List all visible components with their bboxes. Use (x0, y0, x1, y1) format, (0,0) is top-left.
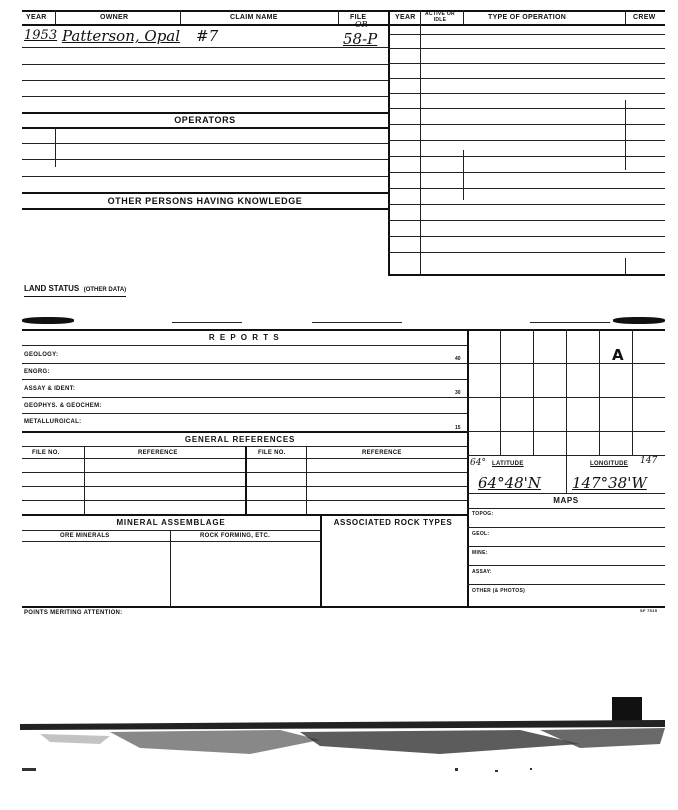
op-col-divider (463, 150, 464, 200)
row-line (22, 541, 320, 542)
land-status-heading (24, 278, 126, 297)
op-row-line (388, 172, 665, 173)
mineral-divider (320, 514, 322, 606)
general-references-title: GENERAL REFERENCES (184, 435, 296, 444)
row-line (22, 80, 388, 81)
op-row-line (388, 93, 665, 94)
header-divider (338, 10, 339, 24)
maps-topog-label: TOPOG: (472, 511, 494, 517)
operators-rule (22, 127, 388, 129)
row-line (22, 514, 467, 516)
op-bottom-rule (388, 274, 665, 276)
maps-other-label: OTHER (& PHOTOS) (472, 588, 526, 594)
entry-file: 58-P (343, 30, 378, 48)
op-row-line (388, 108, 665, 109)
row-line (467, 493, 665, 494)
op-row-line (388, 220, 665, 221)
land-status-label: LAND STATUS (24, 284, 80, 293)
maps-mine-label: MINE: (472, 550, 488, 556)
op-row-line (388, 63, 665, 64)
op-row-line (388, 140, 665, 141)
report-engrg-label: ENGRG: (24, 369, 50, 375)
reports-top-rule (22, 329, 665, 331)
ink-smudge (613, 317, 665, 324)
row-line (22, 363, 467, 364)
op-row-line (388, 252, 665, 253)
grid-line (566, 329, 567, 455)
report-geophys-label: GEOPHYS. & GEOCHEM: (24, 403, 102, 409)
ore-minerals-label: ORE MINERALS (60, 533, 110, 539)
longitude-value: 147°38'W (572, 474, 647, 492)
row-line (22, 379, 467, 380)
form-number: SF 7515 (640, 608, 658, 613)
maps-geol-label: GEOL: (472, 531, 490, 537)
owner-header: OWNER (100, 14, 129, 21)
latitude-label: LATITUDE (492, 461, 524, 467)
row-line (467, 565, 665, 566)
op-row-line (388, 124, 665, 125)
report-metallurgical-num: 15 (455, 425, 461, 431)
entry-year: 1953 (24, 28, 58, 43)
row-line (22, 64, 388, 65)
op-row-line (388, 236, 665, 237)
tear-line (530, 322, 610, 323)
op-col-divider (625, 258, 626, 274)
row-line (22, 47, 388, 48)
report-metallurgical-label: METALLURGICAL: (24, 419, 82, 425)
latitude-prefix: 64° (470, 458, 486, 468)
grid-line (632, 329, 633, 455)
maps-bottom-rule (467, 606, 665, 608)
maps-assay-label: ASSAY: (472, 569, 492, 575)
header-divider (55, 10, 56, 24)
top-rule (22, 10, 665, 12)
grid-line (599, 329, 600, 455)
gr-reference-1: REFERENCE (138, 450, 178, 456)
land-status-sublabel: (OTHER DATA) (83, 287, 127, 293)
ink-smudge (22, 317, 74, 324)
op-row-line (388, 156, 665, 157)
crew-header: CREW (633, 14, 656, 21)
header-rule (22, 24, 665, 26)
grid-line (467, 397, 665, 398)
gr-file-no-2: FILE NO. (258, 450, 286, 456)
op-row-line (388, 34, 665, 35)
op-col-divider (625, 100, 626, 170)
points-meriting-attention-label: POINTS MERITING ATTENTION: (24, 610, 123, 616)
gr-reference-2: REFERENCE (362, 450, 402, 456)
row-line (22, 431, 467, 433)
scan-noise-strip (20, 718, 665, 778)
active-idle-header: ACTIVE OR IDLE (425, 11, 455, 23)
grid-line (500, 329, 501, 455)
longitude-suffix: 147 (640, 456, 658, 466)
header-divider (180, 10, 181, 24)
rock-forming-label: ROCK FORMING, ETC. (200, 533, 271, 539)
year-header: YEAR (26, 14, 47, 21)
grid-location-mark: A (612, 346, 624, 364)
op-row-line (388, 204, 665, 205)
grid-line (467, 363, 665, 364)
latlong-divider (566, 455, 567, 493)
header-divider (420, 10, 421, 24)
row-line (467, 508, 665, 509)
longitude-label: LONGITUDE (590, 461, 629, 467)
type-of-operation-header: TYPE OF OPERATION (488, 14, 567, 21)
tear-line (172, 322, 242, 323)
op-row-line (388, 188, 665, 189)
row-line (467, 584, 665, 585)
row-line (467, 527, 665, 528)
op-row-line (388, 78, 665, 79)
row-line (22, 397, 467, 398)
header-divider (625, 10, 626, 24)
row-line (22, 112, 388, 114)
tear-line (312, 322, 402, 323)
reports-title: R E P O R T S (208, 333, 281, 342)
entry-claim-name: #7 (196, 27, 219, 45)
entry-file-note: OR (355, 20, 368, 29)
row-line (22, 96, 388, 97)
row-line (22, 143, 388, 144)
gr-divider (306, 446, 307, 514)
report-geology-label: GEOLOGY: (24, 352, 59, 358)
gr-divider (84, 446, 85, 514)
row-line (22, 345, 467, 346)
maps-title: MAPS (553, 496, 579, 505)
row-line (22, 176, 388, 177)
reports-bottom-rule (22, 606, 467, 608)
report-assay-label: ASSAY & IDENT: (24, 386, 76, 392)
associated-rock-types-label: ASSOCIATED ROCK TYPES (333, 518, 453, 527)
mineral-assemblage-title: MINERAL ASSEMBLAGE (116, 518, 226, 527)
operators-title: OPERATORS (174, 115, 236, 125)
operators-divider (55, 127, 56, 167)
other-persons-rule (22, 208, 388, 210)
mineral-divider (170, 530, 171, 606)
row-line (22, 413, 467, 414)
row-line (467, 546, 665, 547)
entry-owner: Patterson, Opal (62, 27, 181, 45)
header-divider (463, 10, 464, 24)
grid-line (467, 431, 665, 432)
file-header: FILE (350, 14, 367, 21)
op-year-header: YEAR (395, 14, 416, 21)
latitude-value: 64°48'N (478, 474, 541, 492)
op-col-divider (420, 24, 421, 274)
other-persons-title: OTHER PERSONS HAVING KNOWLEDGE (107, 196, 303, 206)
claim-name-header: CLAIM NAME (230, 14, 278, 21)
row-line (22, 159, 388, 160)
gr-file-no-1: FILE NO. (32, 450, 60, 456)
report-geology-num: 40 (455, 356, 461, 362)
grid-line (533, 329, 534, 455)
op-row-line (388, 48, 665, 49)
report-assay-num: 30 (455, 390, 461, 396)
row-line (22, 192, 388, 194)
row-line (22, 530, 320, 531)
gr-divider (245, 446, 247, 514)
